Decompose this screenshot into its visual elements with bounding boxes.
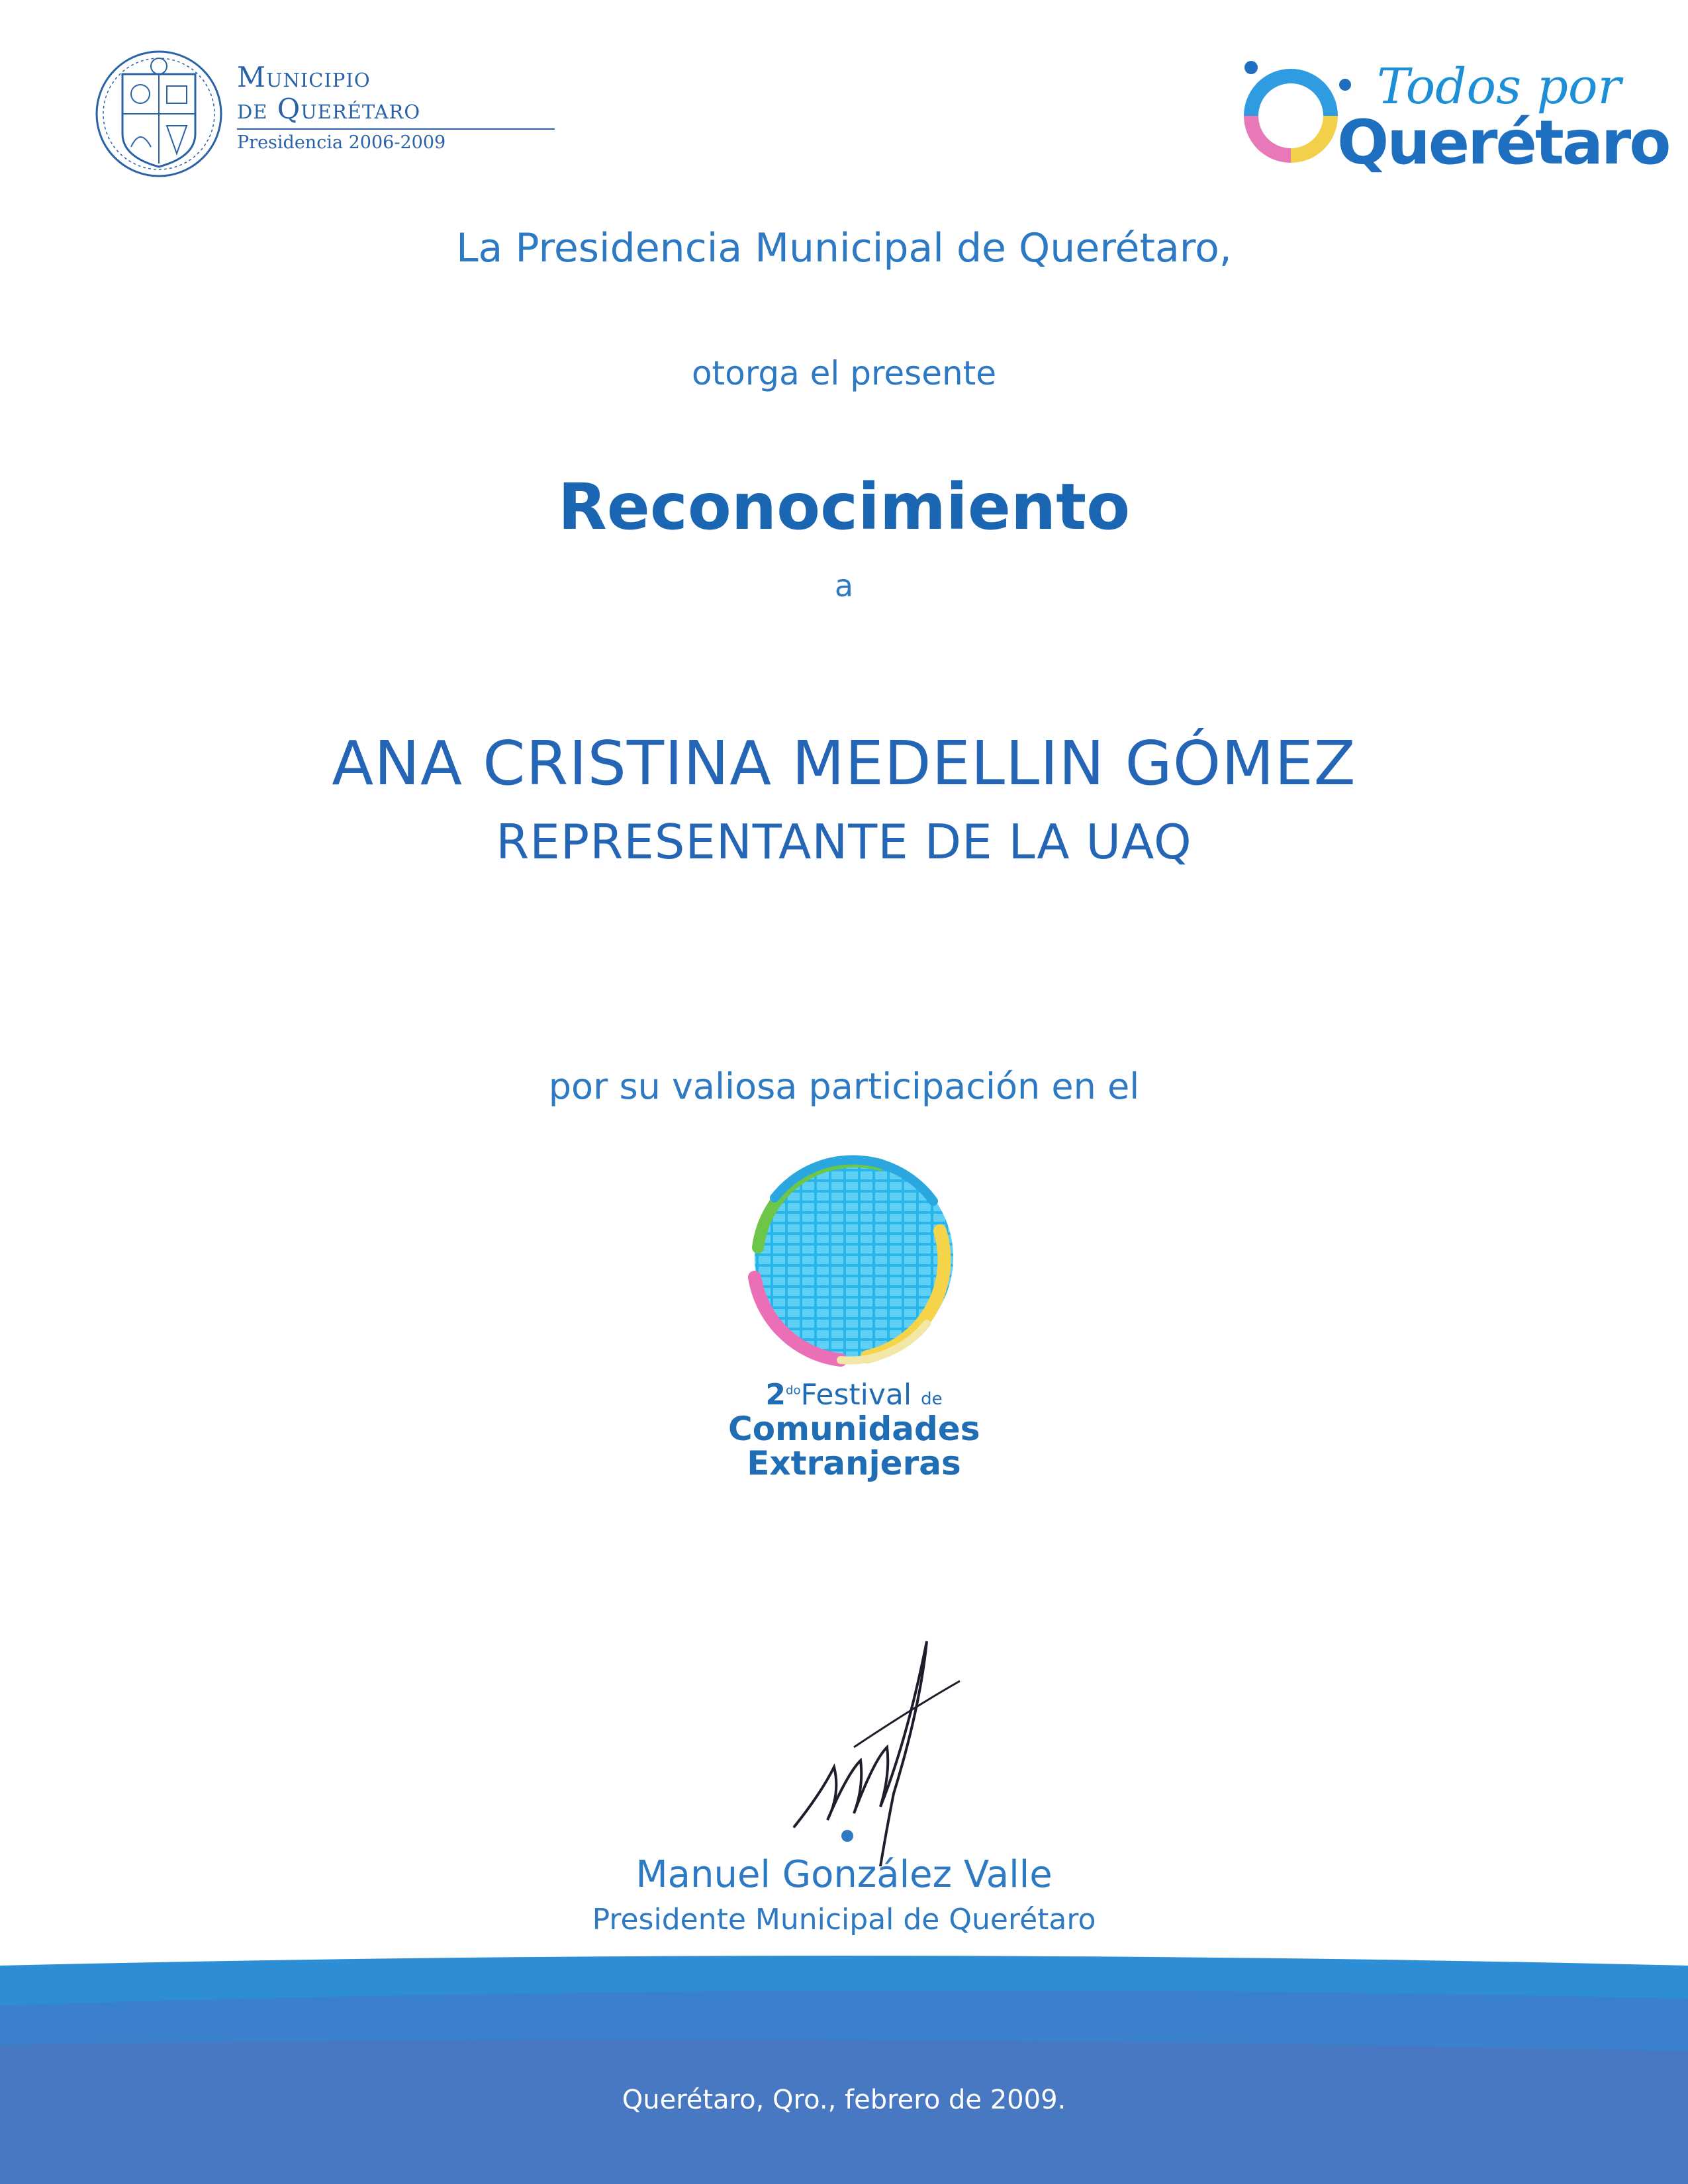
certificate-title: Reconocimiento [557, 470, 1131, 544]
municipal-logo-line1: Municipio [237, 61, 371, 93]
signature-icon [781, 1628, 980, 1866]
grants-line: otorga el presente [691, 354, 997, 392]
campaign-logo-line1: Todos por [1377, 58, 1621, 115]
festival-line2: Comunidades [728, 1410, 980, 1448]
municipal-logo-line3: Presidencia 2006-2009 [237, 132, 446, 153]
coat-of-arms-icon [93, 48, 225, 180]
municipal-logo [93, 48, 490, 180]
festival-logo [728, 1138, 980, 1509]
reason-line: por su valiosa participación en el [548, 1066, 1140, 1107]
issuer-line: La Presidencia Municipal de Querétaro, [456, 225, 1232, 271]
to-line: a [834, 568, 854, 604]
campaign-logo-line2: Querétaro [1337, 107, 1669, 178]
festival-line3: Extranjeras [747, 1444, 961, 1482]
festival-word: Festival [800, 1378, 912, 1412]
recipient-role: REPRESENTANTE DE LA UAQ [496, 814, 1192, 870]
recipient-name: ANA CRISTINA MEDELLIN GÓMEZ [332, 728, 1356, 799]
festival-de: de [921, 1389, 943, 1409]
festival-globe-icon [728, 1138, 980, 1383]
festival-line1 [728, 1378, 980, 1412]
festival-ordinal: do [786, 1383, 801, 1398]
municipal-logo-rule [237, 128, 555, 130]
signer-title: Presidente Municipal de Querétaro [592, 1903, 1096, 1936]
footer-band [0, 1952, 1688, 2184]
municipal-logo-line2: de Querétaro [237, 93, 421, 125]
place-and-date: Querétaro, Qro., febrero de 2009. [622, 2085, 1066, 2115]
festival-number: 2 [765, 1378, 786, 1412]
campaign-logo [1225, 46, 1669, 178]
signer-name: Manuel González Valle [635, 1853, 1053, 1896]
